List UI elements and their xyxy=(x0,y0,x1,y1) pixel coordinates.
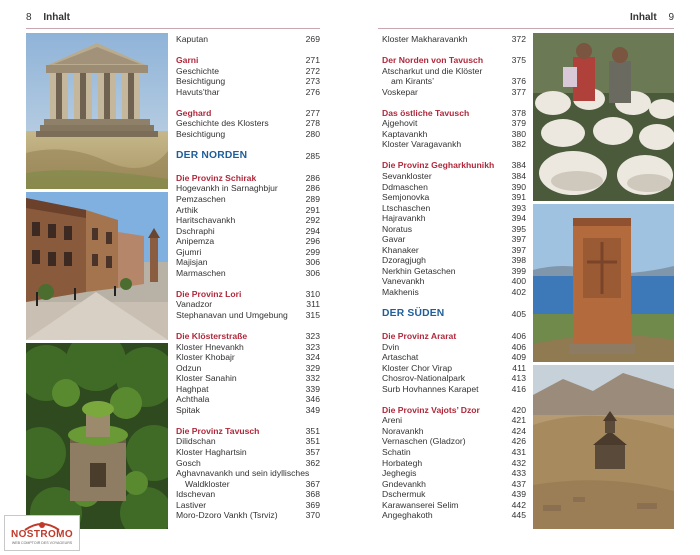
toc-spacer xyxy=(382,394,526,405)
toc-entry-title: Achthala xyxy=(176,394,210,405)
toc-entry xyxy=(176,205,320,216)
toc-entry xyxy=(382,500,526,511)
toc-entry xyxy=(176,76,320,87)
toc-entry-title: Jeghegis xyxy=(382,468,417,479)
toc-entry-title: Gosch xyxy=(176,457,201,468)
toc-entry-page: 273 xyxy=(305,76,320,87)
sheep-children-photo xyxy=(533,33,674,201)
toc-entry-page: 286 xyxy=(305,172,320,183)
toc-entry-page: 339 xyxy=(305,383,320,394)
toc-entry-title: Majisjan xyxy=(176,257,208,268)
toc-entry-title: DER NORDEN xyxy=(176,149,248,161)
toc-entry xyxy=(176,194,320,205)
toc-chapter-heading xyxy=(382,308,526,320)
toc-entry-page: 439 xyxy=(511,489,526,500)
toc-entry-title: Noratus xyxy=(382,223,413,234)
toc-entry xyxy=(176,226,320,237)
toc-entry-title: Haritschavankh xyxy=(176,215,236,226)
toc-column-left xyxy=(176,34,320,521)
toc-spacer xyxy=(382,298,526,309)
toc-entry-title: Idschevan xyxy=(176,489,216,500)
toc-entry-page: 362 xyxy=(305,457,320,468)
toc-entry-title: Vernaschen (Gladzor) xyxy=(382,436,466,447)
toc-section-heading xyxy=(176,289,320,300)
toc-entry-page: 384 xyxy=(511,160,526,171)
toc-entry xyxy=(382,87,526,98)
left-page-header xyxy=(26,12,70,23)
toc-entry-page: 397 xyxy=(511,234,526,245)
toc-entry-page: 445 xyxy=(511,510,526,521)
toc-entry xyxy=(382,468,526,479)
toc-entry-title: Die Provinz Lori xyxy=(176,288,242,299)
toc-entry xyxy=(176,268,320,279)
toc-entry xyxy=(382,489,526,500)
toc-entry xyxy=(176,257,320,268)
toc-entry xyxy=(382,224,526,235)
toc-entry-page xyxy=(504,66,526,77)
toc-entry xyxy=(176,310,320,321)
toc-entry-page: 421 xyxy=(511,415,526,426)
toc-entry-page: 306 xyxy=(305,267,320,278)
toc-entry-page: 285 xyxy=(305,150,320,161)
toc-entry-title: Sevankloster xyxy=(382,170,432,181)
toc-spacer xyxy=(176,278,320,289)
toc-entry xyxy=(176,447,320,458)
street-buildings-photo xyxy=(26,192,168,340)
toc-entry-page: 399 xyxy=(511,265,526,276)
toc-entry-title: Dschermuk xyxy=(382,489,426,500)
right-header-title: Inhalt xyxy=(629,12,657,23)
toc-entry-title: Dzoragjugh xyxy=(382,255,426,266)
toc-entry xyxy=(176,479,320,490)
toc-entry xyxy=(382,436,526,447)
toc-entry-page: 416 xyxy=(511,383,526,394)
toc-entry-title: Semjonovka xyxy=(382,192,430,203)
toc-entry-page: 393 xyxy=(511,202,526,213)
right-page-number: 9 xyxy=(668,12,674,23)
toc-entry-page: 380 xyxy=(511,128,526,139)
toc-entry xyxy=(176,87,320,98)
toc-entry-page: 405 xyxy=(511,309,526,320)
toc-entry-page: 384 xyxy=(511,170,526,181)
toc-entry-page: 409 xyxy=(511,352,526,363)
toc-entry xyxy=(382,34,526,45)
toc-chapter-heading xyxy=(176,150,320,162)
toc-entry-title: Die Provinz Ararat xyxy=(382,331,457,342)
toc-entry xyxy=(382,426,526,437)
toc-entry-title: Odzun xyxy=(176,362,202,373)
toc-entry-page: 390 xyxy=(511,181,526,192)
toc-entry-page: 400 xyxy=(511,276,526,287)
toc-entry xyxy=(176,394,320,405)
toc-entry-page: 433 xyxy=(511,468,526,479)
toc-entry-page: 376 xyxy=(511,76,526,87)
toc-spacer xyxy=(176,97,320,108)
toc-entry-title: Geschichte xyxy=(176,65,219,76)
toc-entry-page: 294 xyxy=(305,225,320,236)
toc-entry-title: Dilidschan xyxy=(176,436,216,447)
toc-entry xyxy=(382,447,526,458)
toc-spacer xyxy=(176,415,320,426)
toc-entry-page: 315 xyxy=(305,309,320,320)
toc-entry-page: 394 xyxy=(511,213,526,224)
toc-entry-page: 372 xyxy=(511,34,526,44)
overgrown-monastery-photo xyxy=(26,343,168,529)
nostromo-watermark xyxy=(4,515,80,551)
right-page-header xyxy=(630,12,674,23)
toc-section-heading xyxy=(176,426,320,437)
toc-entry xyxy=(382,415,526,426)
toc-entry-page: 432 xyxy=(511,457,526,468)
toc-entry-page: 324 xyxy=(305,352,320,363)
toc-entry xyxy=(382,171,526,182)
toc-entry-title: Gjumri xyxy=(176,246,202,257)
toc-entry xyxy=(382,373,526,384)
toc-entry-page: 292 xyxy=(305,215,320,226)
toc-entry xyxy=(176,500,320,511)
toc-spacer xyxy=(176,45,320,56)
toc-entry-title: Nerkhin Getaschen xyxy=(382,265,456,276)
toc-spacer xyxy=(382,150,526,161)
toc-entry xyxy=(176,215,320,226)
toc-entry-title: Kaptavankh xyxy=(382,128,428,139)
toc-entry-page: 382 xyxy=(511,139,526,150)
toc-entry-title: Die Provinz Schirak xyxy=(176,172,257,183)
toc-spacer xyxy=(176,320,320,331)
toc-entry-page: 426 xyxy=(511,436,526,447)
toc-entry-page: 431 xyxy=(511,447,526,457)
toc-entry-page: 379 xyxy=(511,118,526,129)
toc-entry-page: 398 xyxy=(511,255,526,266)
toc-entry-page: 370 xyxy=(305,510,320,521)
toc-entry-title: Waldkloster xyxy=(185,478,230,489)
toc-entry xyxy=(382,342,526,353)
toc-entry-page: 406 xyxy=(511,331,526,342)
toc-entry-page: 332 xyxy=(305,373,320,384)
toc-entry-page: 368 xyxy=(305,489,320,500)
toc-section-heading xyxy=(382,55,526,66)
toc-section-heading xyxy=(382,108,526,119)
toc-entry xyxy=(176,299,320,310)
toc-entry xyxy=(382,458,526,469)
toc-entry-title: Gndevankh xyxy=(382,478,426,489)
toc-entry-title: DER SÜDEN xyxy=(382,308,445,320)
mountain-church-photo xyxy=(533,365,674,529)
left-page-number: 8 xyxy=(26,12,32,23)
toc-entry-page: 346 xyxy=(305,394,320,405)
toc-entry xyxy=(382,276,526,287)
toc-entry-title: Angeghakoth xyxy=(382,510,433,521)
toc-entry xyxy=(176,468,320,479)
toc-column-right xyxy=(382,34,526,521)
toc-entry-page: 351 xyxy=(305,425,320,436)
toc-entry xyxy=(176,118,320,129)
khachkar-stone-photo xyxy=(533,204,674,362)
toc-entry xyxy=(382,266,526,277)
toc-entry-title: Der Norden von Tavusch xyxy=(382,55,484,66)
toc-entry xyxy=(176,34,320,45)
toc-entry-title: Artaschat xyxy=(382,352,419,363)
toc-entry-title: Die Provinz Gegharkhunikh xyxy=(382,160,495,171)
toc-entry-page: 369 xyxy=(305,499,320,510)
toc-entry-page: 424 xyxy=(511,425,526,436)
toc-entry-page: 299 xyxy=(305,246,320,257)
toc-entry-page: 406 xyxy=(511,341,526,352)
toc-entry-page: 411 xyxy=(512,362,526,373)
toc-section-heading xyxy=(176,108,320,119)
toc-entry-title: Hajravankh xyxy=(382,213,426,224)
toc-entry xyxy=(382,510,526,521)
toc-section-heading xyxy=(382,331,526,342)
toc-entry-title: Schatin xyxy=(382,447,411,457)
toc-entry xyxy=(176,342,320,353)
toc-entry-page: 323 xyxy=(305,341,320,352)
toc-entry-title: Besichtigung xyxy=(176,128,226,139)
toc-entry-page: 286 xyxy=(305,183,320,194)
toc-entry-title: Spitak xyxy=(176,404,200,415)
toc-entry xyxy=(382,255,526,266)
watermark-text: NOSTROMO xyxy=(10,529,74,540)
toc-entry-title: Noravankh xyxy=(382,425,424,436)
toc-entry xyxy=(382,287,526,298)
toc-entry-title: Ltschaschen xyxy=(382,202,431,213)
toc-entry xyxy=(176,129,320,140)
toc-entry-page: 289 xyxy=(305,193,320,204)
toc-entry-title: Khanaker xyxy=(382,244,419,255)
toc-entry-title: Kloster Hnevankh xyxy=(176,341,244,352)
toc-entry xyxy=(382,118,526,129)
toc-entry-title: Die Klösterstraße xyxy=(176,330,248,341)
toc-entry-page: 378 xyxy=(511,107,526,118)
toc-entry-title: Hogevankh in Sarnaghbjur xyxy=(176,183,278,194)
toc-entry-title: Marmaschen xyxy=(176,267,226,278)
toc-entry-title: Kloster Haghartsin xyxy=(176,446,247,457)
toc-entry-page: 437 xyxy=(511,478,526,489)
toc-spacer xyxy=(176,162,320,173)
toc-entry xyxy=(382,213,526,224)
toc-entry-page: 375 xyxy=(511,55,526,66)
watermark-subtext: WEB COMPTOIR DES VOYAGEURS xyxy=(11,541,73,545)
toc-entry-title: Moro-Dzoro Vankh (Tsrviz) xyxy=(176,510,278,521)
toc-entry-page: 323 xyxy=(305,330,320,341)
toc-entry-title: Kloster Sanahin xyxy=(176,373,237,384)
toc-entry-title: Geghard xyxy=(176,107,212,118)
left-header-title: Inhalt xyxy=(43,12,71,23)
toc-entry xyxy=(382,234,526,245)
toc-entry-title: Ajgehovit xyxy=(382,118,418,129)
toc-entry-title: am Kirants’ xyxy=(391,76,434,87)
toc-entry xyxy=(382,352,526,363)
toc-entry-title: Kloster Makharavankh xyxy=(382,34,468,44)
toc-entry xyxy=(382,203,526,214)
toc-entry-title: Das östliche Tavusch xyxy=(382,107,470,118)
toc-entry-title: Pemzaschen xyxy=(176,193,226,204)
toc-entry-title: Makhenis xyxy=(382,286,419,297)
toc-entry-title: Stephanavan und Umgebung xyxy=(176,309,288,320)
toc-entry-page: 377 xyxy=(511,86,526,97)
toc-spacer xyxy=(382,97,526,108)
toc-entry-title: Areni xyxy=(382,415,403,426)
toc-entry xyxy=(382,363,526,374)
right-header-rule xyxy=(378,28,674,29)
toc-entry xyxy=(382,66,526,77)
toc-entry-page: 367 xyxy=(305,478,320,489)
toc-entry xyxy=(176,183,320,194)
toc-entry-page: 329 xyxy=(305,362,320,373)
toc-entry-page: 395 xyxy=(511,223,526,234)
toc-entry-page: 280 xyxy=(305,128,320,139)
toc-section-heading xyxy=(176,55,320,66)
toc-entry xyxy=(176,373,320,384)
toc-entry-page: 306 xyxy=(305,257,320,268)
toc-entry-page: 413 xyxy=(511,373,526,384)
toc-entry xyxy=(176,66,320,77)
toc-entry-title: Lastiver xyxy=(176,499,207,510)
toc-entry-page: 269 xyxy=(305,34,320,44)
toc-entry-page: 351 xyxy=(305,436,320,447)
toc-entry xyxy=(176,236,320,247)
toc-entry-title: Gavar xyxy=(382,234,406,245)
toc-entry-page: 420 xyxy=(511,404,526,415)
toc-entry xyxy=(176,352,320,363)
toc-entry xyxy=(382,76,526,87)
toc-entry-title: Vanadzor xyxy=(176,299,213,310)
toc-entry xyxy=(176,436,320,447)
toc-entry xyxy=(382,479,526,490)
toc-entry-title: Kloster Chor Virap xyxy=(382,362,453,373)
toc-entry-page: 278 xyxy=(305,118,320,129)
toc-entry-page: 310 xyxy=(305,288,320,299)
toc-entry-title: Voskepar xyxy=(382,86,418,97)
toc-spacer xyxy=(176,139,320,150)
toc-entry xyxy=(382,182,526,193)
toc-entry-page: 271 xyxy=(305,55,320,66)
garni-temple-photo xyxy=(26,33,168,189)
toc-section-heading xyxy=(176,331,320,342)
toc-entry-title: Garni xyxy=(176,55,199,66)
toc-spacer xyxy=(382,45,526,56)
toc-entry-title: Die Provinz Tavusch xyxy=(176,425,260,436)
toc-section-heading xyxy=(382,160,526,171)
toc-entry-title: Besichtigung xyxy=(176,76,226,87)
toc-entry-title: Chosrov-Nationalpark xyxy=(382,373,466,384)
toc-entry-title: Kaputan xyxy=(176,34,209,44)
toc-entry-page: 276 xyxy=(305,86,320,97)
toc-entry-page: 397 xyxy=(511,244,526,255)
toc-entry xyxy=(382,192,526,203)
toc-entry xyxy=(176,458,320,469)
toc-entry-title: Dvin xyxy=(382,341,400,352)
toc-entry-page: 442 xyxy=(511,499,526,510)
toc-entry-page: 296 xyxy=(305,236,320,247)
toc-entry-title: Dschraphi xyxy=(176,225,215,236)
toc-section-heading xyxy=(382,405,526,416)
toc-entry xyxy=(176,510,320,521)
toc-entry-title: Vanevankh xyxy=(382,276,425,287)
toc-entry-page: 357 xyxy=(305,446,320,457)
toc-spacer xyxy=(382,320,526,331)
toc-entry-page: 402 xyxy=(511,286,526,297)
toc-entry xyxy=(176,384,320,395)
toc-section-heading xyxy=(176,173,320,184)
toc-entry-title: Geschichte des Klosters xyxy=(176,118,269,129)
toc-entry-page: 349 xyxy=(305,404,320,415)
toc-entry-title: Die Provinz Vajots’ Dzor xyxy=(382,404,480,415)
toc-entry-title: Karawanserei Selim xyxy=(382,499,459,510)
left-header-rule xyxy=(26,28,320,29)
toc-entry-title: Ddmaschen xyxy=(382,181,428,192)
toc-entry xyxy=(382,139,526,150)
toc-entry-title: Horbategh xyxy=(382,457,423,468)
toc-entry-title: Kloster Varagavankh xyxy=(382,139,462,150)
toc-entry xyxy=(176,489,320,500)
toc-entry xyxy=(382,245,526,256)
toc-entry-page: 391 xyxy=(511,192,526,203)
toc-entry-title: Haghpat xyxy=(176,383,209,394)
toc-entry-title: Kloster Khobajr xyxy=(176,352,235,363)
toc-entry xyxy=(176,405,320,416)
toc-entry-title: Havuts’thar xyxy=(176,86,220,97)
toc-entry-title: Atscharkut und die Klöster xyxy=(382,65,483,76)
toc-entry-page: 291 xyxy=(305,204,320,215)
toc-entry xyxy=(382,129,526,140)
toc-entry-page xyxy=(309,468,320,479)
toc-entry-title: Aghavnavankh und sein idyllisches xyxy=(176,468,310,479)
toc-entry xyxy=(382,384,526,395)
toc-entry-page: 277 xyxy=(305,107,320,118)
toc-entry-page: 272 xyxy=(305,65,320,76)
toc-entry xyxy=(176,363,320,374)
toc-entry xyxy=(176,247,320,258)
toc-entry-title: Anipemza xyxy=(176,236,215,247)
toc-entry-title: Arthik xyxy=(176,204,198,215)
toc-entry-title: Surb Hovhannes Karapet xyxy=(382,383,479,394)
toc-entry-page: 311 xyxy=(306,299,320,310)
